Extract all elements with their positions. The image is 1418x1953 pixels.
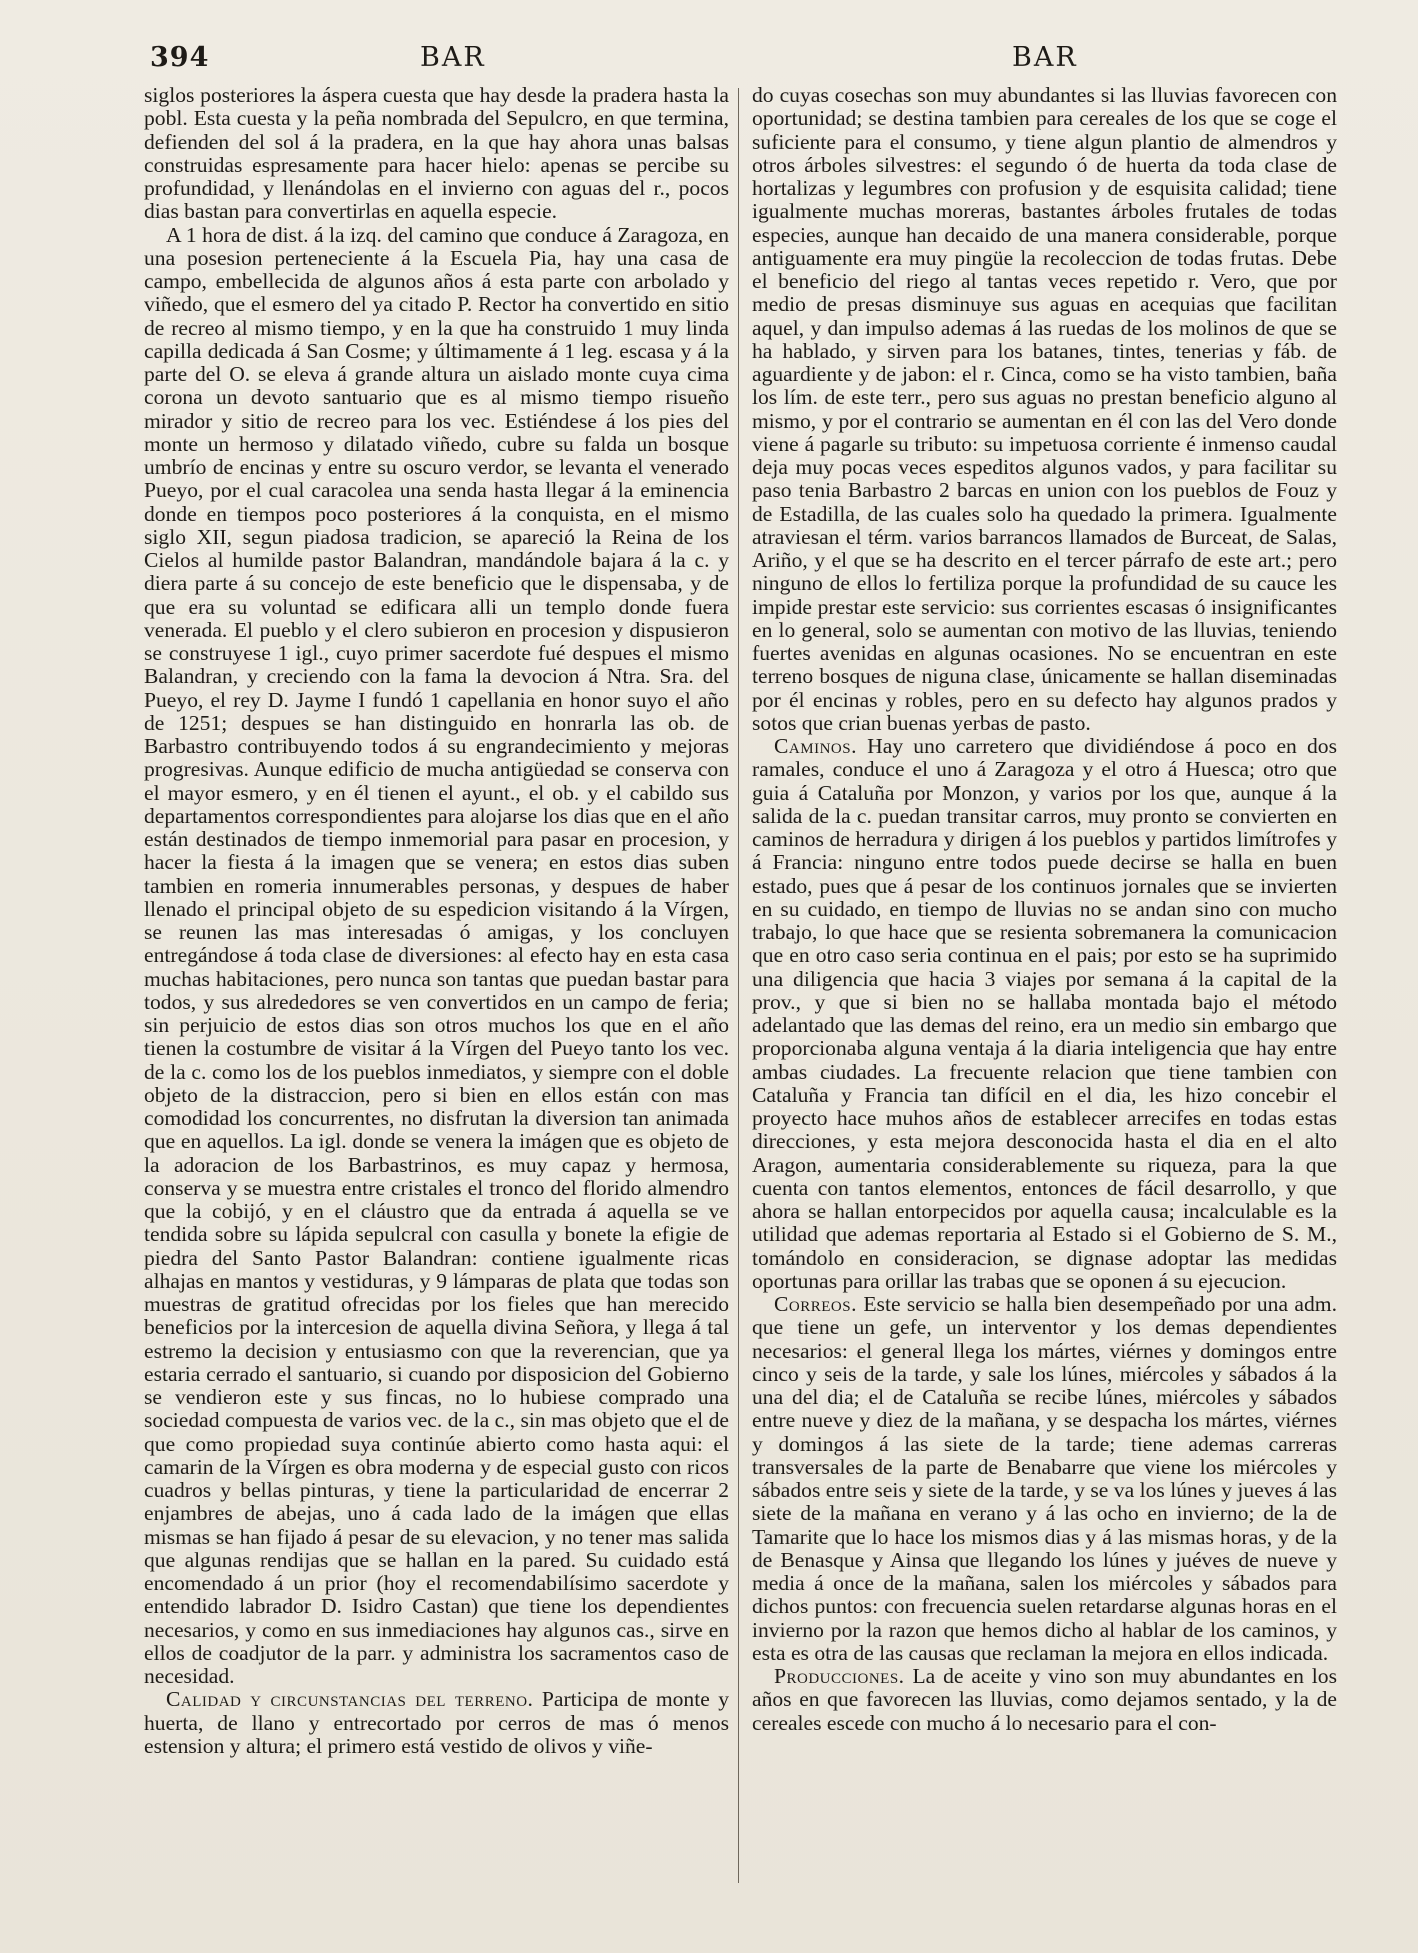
section-heading: Calidad y circunstancias del terreno. [166, 1687, 534, 1712]
left-column [144, 84, 729, 1758]
section-heading: Caminos. [774, 734, 857, 758]
paragraph-text: Participa de monte y huerta, de llano y entrecortado por cerros de mas ó menos estension y altura; el primero está vestido de olivos y viñe- [144, 1687, 730, 1758]
headword-right: BAR [1012, 42, 1078, 73]
paragraph: do cuyas cosechas son muy abundantes si las lluvias favorecen con oportunidad; se destina tambien para cereales de los que se coge el suficiente para el consumo, y tiene algun plantio de almendros y otros árboles silvestres: el segundo ó de huerta da toda clase de hortalizas y legumbres con profusion y de esquisita calidad; tiene igualmente muchas moreras, bastantes árboles frutales de todas especies, aunque han decaido de una manera considerable, porque antiguamente era muy pingüe la recoleccion de todas frutas. Debe el beneficio del riego al tantas veces repetido r. Vero, que por medio de presas disminuye sus aguas en acequias que facilitan aquel, y dan impulso ademas á las ruedas de los molinos de que se ha hablado, y sirven para los batanes, tintes, tenerias y fáb. de aguardiente y de jabon: el r. Cinca, como se ha visto tambien, baña los lím. de este terr., pero sus aguas no prestan beneficio alguno al mismo, y por el contrario se aumentan en él con las del Vero donde viene á pagarle su tributo: su impetuosa corriente é inmenso caudal deja muy pocas veces espeditos algunos vados, y para facilitar su paso tenia Barbastro 2 barcas en union con los pueblos de Fouz y de Estadilla, de las cuales solo ha quedado la primera. Igualmente atraviesan el térm. varios barrancos llamados de Burceat, de Salas, Ariño, y el que se ha descrito en el tercer párrafo de este art.; pero ninguno de ellos lo fertiliza porque la profundidad de su cauce les impide prestar este servicio: sus corrientes escasas ó insignificantes en lo general, solo se aumentan con motivo de las lluvias, teniendo fuertes avenidas en algunas ocasiones. No se encuentran en este terreno bosques de niguna clase, únicamente se hallan diseminadas por él encinas y robles, pero en su defecto hay algunos prados y sotos que crian buenas yerbas de pasto. [752, 83, 1337, 735]
running-header [150, 42, 1340, 82]
section-heading: Correos. [774, 1292, 857, 1316]
section-heading: Producciones. [774, 1664, 905, 1688]
page-number: 394 [150, 42, 210, 73]
paragraph [752, 1293, 1337, 1665]
column-divider [738, 88, 739, 1883]
paragraph-text: La de aceite y vino son muy abundantes en los años en que favorecen las lluvias, como dejamos sentado, y la de cereales escede con mucho á lo necesario para el con- [752, 1664, 1337, 1735]
paragraph-text: Hay uno carretero que dividiéndose á poco en dos ramales, conduce el uno á Zaragoza y el otro á Huesca; otro que guia á Cataluña por Monzon, y varios por los que, aunque á la salida de la c. puedan transitar carros, muy pronto se convierten en caminos de herradura y dirigen á los pueblos y partidos limítrofes y á Francia: ninguno entre todos puede decirse se halla en buen estado, pues que á pesar de los continuos jornales que se invierten en su cuidado, en tiempo de lluvias no se andan sino con mucho trabajo, lo que hace que se resienta sobremanera la comunicacion que en otro caso seria continua en el pais; por esto se ha suprimido una diligencia que hacia 3 viajes por semana á la capital de la prov., y que si bien no se hallaba montada bajo el método adelantado que las demas del reino, era un medio sin embargo que proporcionaba alguna ventaja á la diaria inteligencia que hay entre ambas ciudades. La frecuente relacion que tiene tambien con Cataluña y Francia tan difícil en el dia, les hizo concebir el proyecto hace muhos años de establecer arrecifes en todas estas direcciones, y esta mejora desconocida hasta el dia en el alto Aragon, aumentaria considerablemente su riqueza, para la que cuenta con tantos elementos, entonces de fácil desarrollo, y que ahora se hallan entorpecidos por aquella causa; incalculable es la utilidad que ademas reportaria al Estado si el Gobierno de S. M., tomándolo en consideracion, se dignase adoptar las medidas oportunas para orillar las trabas que se oponen á su ejecucion. [752, 734, 1337, 1293]
paragraph [144, 1688, 729, 1758]
paragraph [752, 1665, 1337, 1735]
paragraph: A 1 hora de dist. á la izq. del camino que conduce á Zaragoza, en una posesion perteneciente á la Escuela Pia, hay una casa de campo, embellecida de algunos años á esta parte con arbolado y viñedo, que el esmero del ya citado P. Rector ha convertido en sitio de recreo al mismo tiempo, y en la que ha construido 1 muy linda capilla dedicada á San Cosme; y últimamente á 1 leg. escasa y á la parte del O. se eleva á grande altura un aislado monte cuya cima corona un devoto santuario que es al mismo tiempo risueño mirador y sitio de recreo para los vec. Estiéndese á los pies del monte un hermoso y dilatado viñedo, cubre su falda un bosque umbrío de encinas y entre su oscuro verdor, se levanta el venerado Pueyo, por el cual caracolea una senda hasta llegar á la eminencia donde en tiempos poco posteriores á la conquista, en el mismo siglo XII, segun piadosa tradicion, se apareció la Reina de los Cielos al humilde pastor Balandran, mandándole bajara á la c. y diera parte á su concejo de este beneficio que le dispensaba, y de que era su voluntad se edificara alli un templo donde fuera venerada. El pueblo y el clero subieron en procesion y dispusieron se construyese 1 igl., cuyo primer sacerdote fué despues el mismo Balandran, y creciendo con la fama la devocion á Ntra. Sra. del Pueyo, el rey D. Jayme I fundó 1 capellania en honor suyo el año de 1251; despues se han distinguido en honrarla las ob. de Barbastro contribuyendo todos á su engrandecimiento y mejoras progresivas. Aunque edificio de mucha antigüedad se conserva con el mayor esmero, y en él tienen el ayunt., el ob. y el cabildo sus departamentos correspondientes para alojarse los dias que en el año están destinados de tiempo inmemorial para pasar en procesion, y hacer la fiesta á la imagen que se venera; en estos dias suben tambien en romeria innumerables personas, y despues de haber llenado el principal objeto de su espedicion visitando á la Vírgen, se reunen las mas interesadas ó amigas, y los concluyen entregándose á toda clase de diversiones: al efecto hay en esta casa muchas habitaciones, pero nunca son tantas que puedan bastar para todos, y sus alrededores se ven convertidos en un campo de feria; sin perjuicio de estos dias son otros muchos los que en el año tienen la costumbre de visitar á la Vírgen del Pueyo tanto los vec. de la c. como los de los pueblos inmediatos, y siempre con el doble objeto de la distraccion, pero si bien en ellos están con mas comodidad los concurrentes, no disfrutan la diversion tan animada que en aquellos. La igl. donde se venera la imágen que es objeto de la adoracion de los Barbastrinos, es muy capaz y hermosa, conserva y se muestra entre cristales el tronco del florido almendro que la cobijó, y en el cláustro que da entrada á aquella se ve tendida sobre su lápida sepulcral con casulla y bonete la efigie de piedra del Santo Pastor Balandran: contiene igualmente ricas alhajas en mantos y vestiduras, y 9 lámparas de plata que todas son muestras de gratitud ofrecidas por los fieles que han merecido beneficios por la intercesion de aquella divina Señora, y llega á tal estremo la decision y entusiasmo con que la reverencian, que ya estaria cerrado el santuario, si cuando por disposicion del Gobierno se vendieron este y sus fincas, no lo hubiese comprado una sociedad compuesta de varios vec. de la c., sin mas objeto que el de que como propiedad suya continúe abierto como hasta aqui: el camarin de la Vírgen es obra moderna y de especial gusto con ricos cuadros y bellas pinturas, y tiene la particularidad de encerrar 2 enjambres de abejas, uno á cada lado de la imágen que ellas mismas se han fijado á pesar de su elevacion, y no tener mas salida que algunas rendijas que se hallan en la pared. Su cuidado está encomendado á un prior (hoy el recomendabilísimo sacerdote y entendido labrador D. Isidro Castan) que tiene los dependientes necesarios, y como en sus inmediaciones hay algunos cas., sirve en ellos de coadjutor de la parr. y administra los sacramentos caso de necesidad. [144, 222, 729, 1688]
headword-left: BAR [420, 42, 486, 73]
right-column [752, 84, 1337, 1735]
paragraph [752, 735, 1337, 1293]
paragraph: siglos posteriores la áspera cuesta que hay desde la pradera hasta la pobl. Esta cuesta y la peña nombrada del Sepulcro, en que termina, defienden del sol á la pradera, en la que hay ahora unas balsas construidas espresamente para hacer hielo: apenas se percibe su profundidad, y llenándolas en el invierno con aguas del r., pocos dias bastan para convertirlas en aquella especie. [144, 83, 729, 224]
paragraph-text: Este servicio se halla bien desempeñado por una adm. que tiene un gefe, un interventor y los demas dependientes necesarios: el general llega los mártes, viérnes y domingos entre cinco y seis de la tarde, y sale los lúnes, miércoles y sábados á la una del dia; el de Cataluña se recibe lúnes, miércoles y sábados entre nueve y diez de la mañana, y se despacha los mártes, viérnes y domingos á las siete de la tarde; tiene ademas carreras transversales de la parte de Benabarre que viene los miércoles y sábados entre seis y siete de la tarde, y se va los lúnes y jueves á las siete de la mañana en verano y á las ocho en invierno; de la de Tamarite que lo hace los mismos dias y á las mismas horas, y de la de Benasque y Ainsa que llegando los lúnes y juéves de nueve y media á once de la mañana, salen los miércoles y sábados para dichos puntos: con frecuencia suelen retardarse algunas horas en el invierno por la razon que hemos dicho al hablar de los caminos, y esta es otra de las causas que reclaman la mejora en ellos indicada. [752, 1292, 1337, 1665]
